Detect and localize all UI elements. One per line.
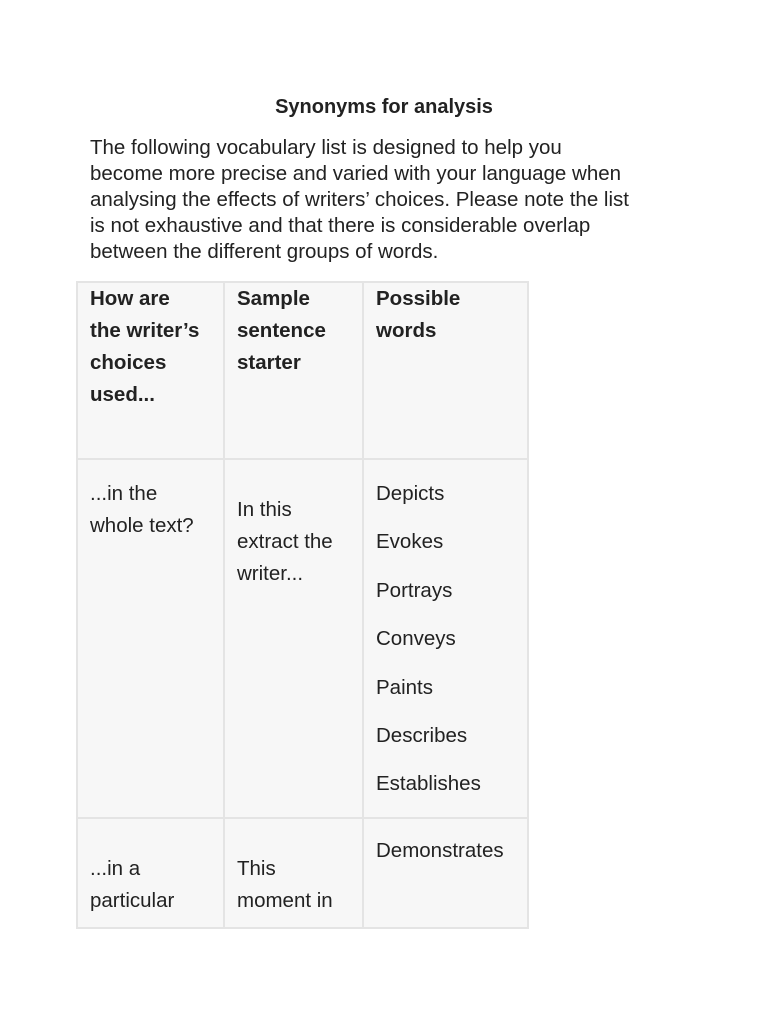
- intro-line: analysing the effects of writers’ choices. Please note the list: [90, 188, 629, 211]
- table-header-row: [77, 282, 528, 459]
- cell-text: In this: [237, 498, 292, 521]
- cell-text: ...in the: [90, 482, 158, 505]
- header-text: choices: [90, 351, 167, 374]
- cell-text: particular: [90, 888, 175, 912]
- intro-line: between the different groups of words.: [90, 240, 439, 263]
- cell-text: whole text?: [90, 514, 194, 537]
- cell-text: extract the: [237, 530, 333, 553]
- header-text: used...: [90, 383, 155, 406]
- intro-paragraph: [90, 135, 690, 265]
- header-cell-starter: [224, 282, 363, 459]
- question-cell: [77, 818, 224, 928]
- words-cell: [363, 459, 528, 818]
- header-text: the writer’s: [90, 319, 200, 342]
- header-text: words: [376, 319, 437, 342]
- starter-cell: [224, 818, 363, 928]
- cell-text: writer...: [237, 562, 304, 585]
- vocabulary-table: [76, 281, 529, 929]
- header-cell-question: [77, 282, 224, 459]
- word-item: Portrays: [376, 578, 453, 602]
- page-title: Synonyms for analysis: [275, 96, 493, 118]
- cell-text: ...in a: [90, 856, 141, 880]
- header-text: Possible: [376, 287, 461, 310]
- word-item: Conveys: [376, 627, 456, 651]
- header-text: starter: [237, 351, 301, 374]
- cell-text: moment in: [237, 888, 333, 912]
- table-row: [77, 459, 528, 818]
- cell-text: This: [237, 856, 276, 880]
- word-item: Describes: [376, 723, 468, 747]
- intro-line: The following vocabulary list is designed to help you: [90, 136, 562, 159]
- header-text: Sample: [237, 287, 310, 310]
- header-cell-words: [363, 282, 528, 459]
- word-item: Paints: [376, 675, 433, 699]
- header-text: sentence: [237, 319, 326, 342]
- words-cell: [363, 818, 528, 928]
- word-item: Demonstrates: [376, 838, 504, 862]
- question-cell: [77, 459, 224, 818]
- word-item: Establishes: [376, 772, 481, 796]
- starter-cell: [224, 459, 363, 818]
- intro-line: become more precise and varied with your language when: [90, 162, 622, 185]
- intro-line: is not exhaustive and that there is considerable overlap: [90, 214, 591, 237]
- header-text: How are: [90, 287, 170, 310]
- word-item: Evokes: [376, 530, 444, 554]
- word-item: Depicts: [376, 482, 445, 505]
- table-row: [77, 818, 528, 928]
